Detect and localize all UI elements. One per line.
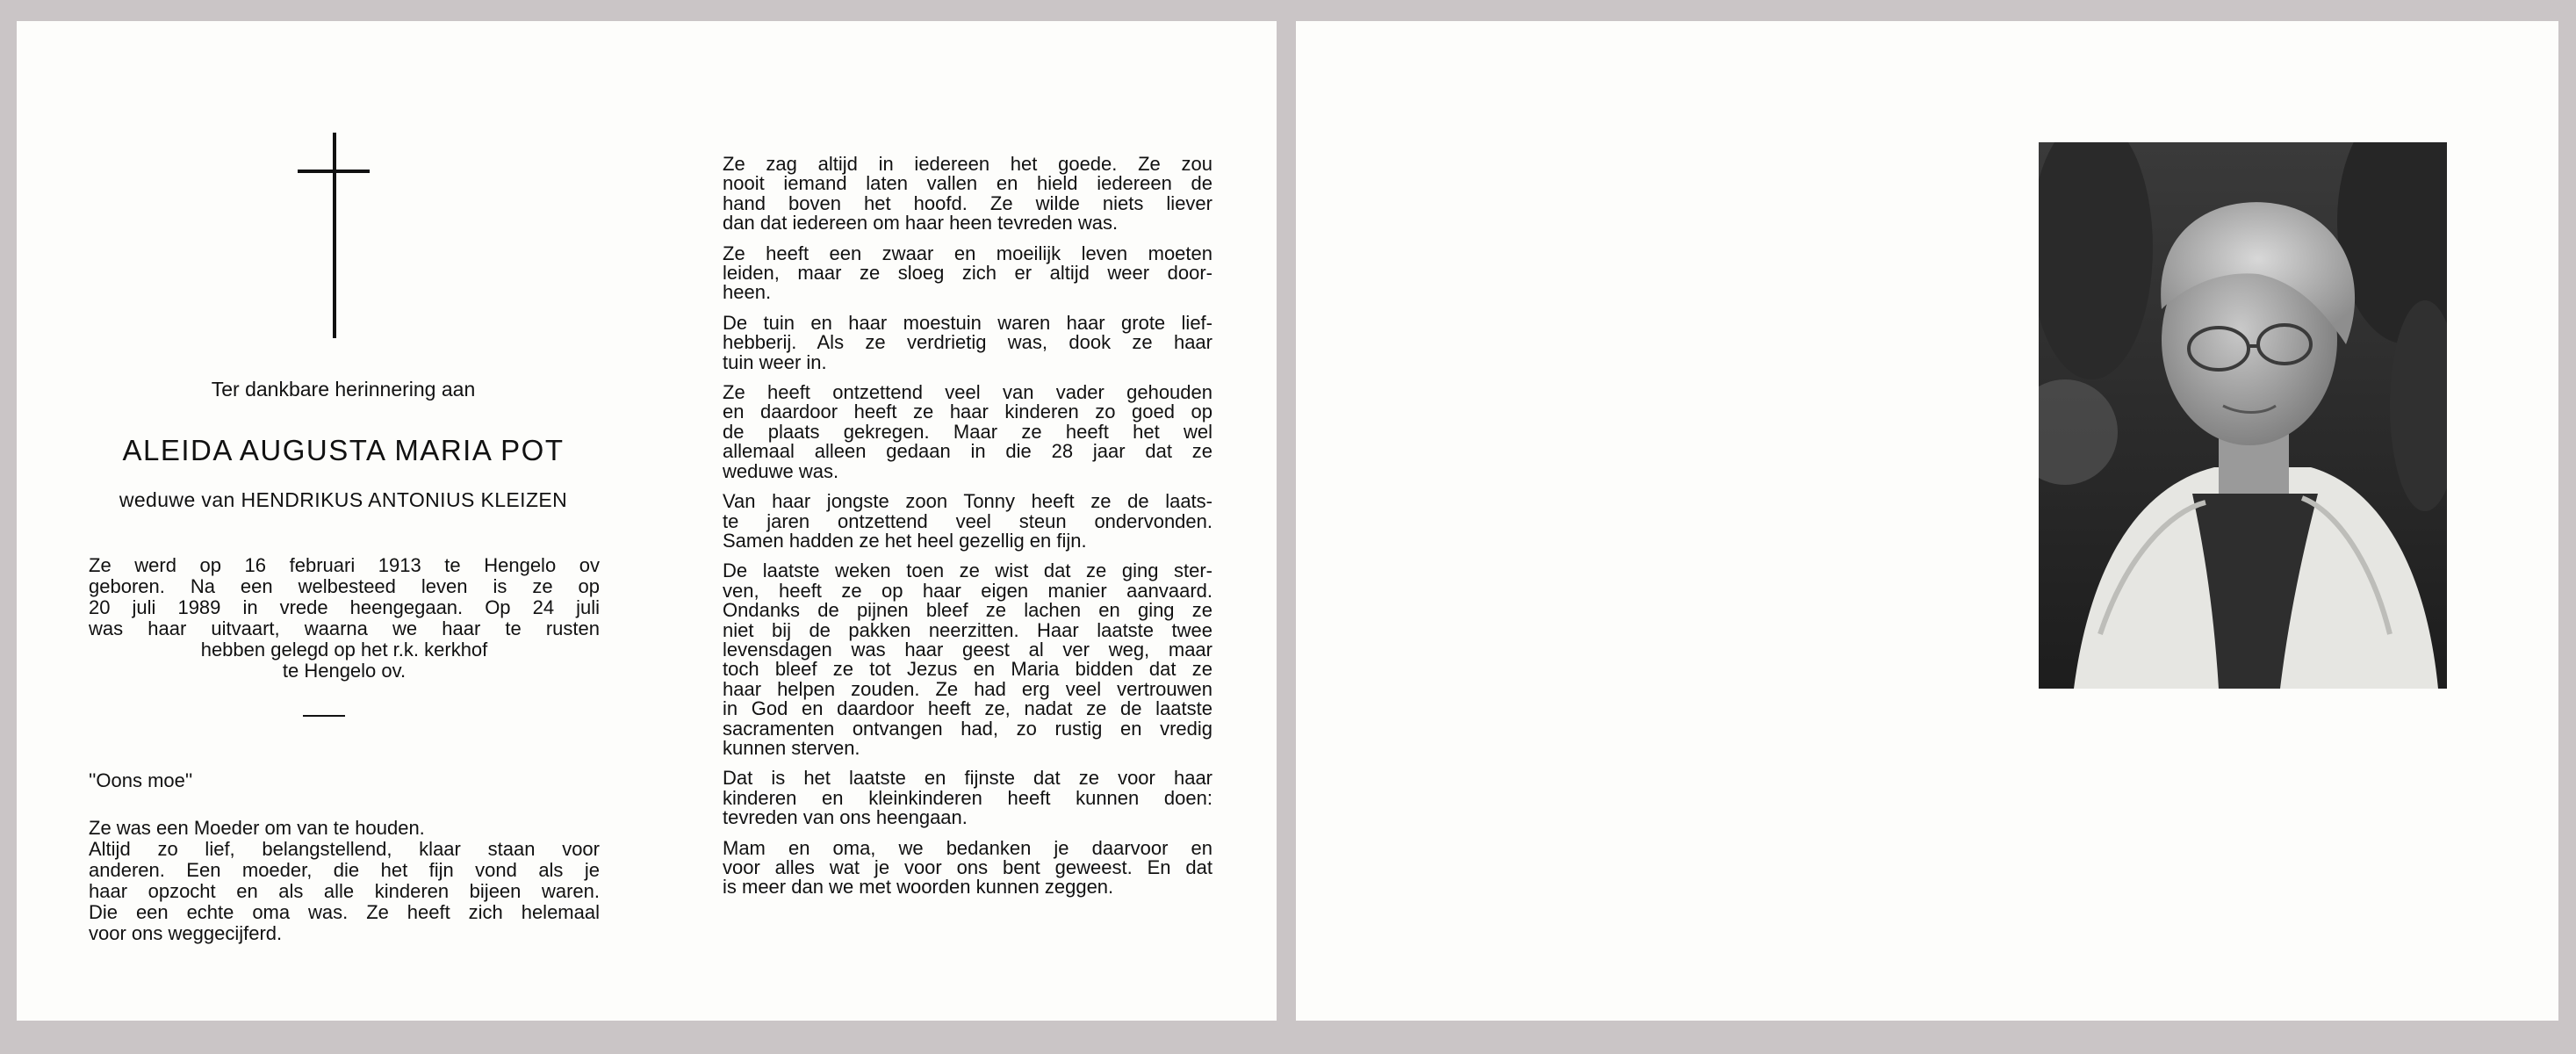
memorial-line: Ze heeft ontzettend veel van vader gehouden — [723, 381, 1212, 404]
poem-line: voor ons weggecijferd. — [89, 922, 283, 944]
bio-line: hebben gelegd op het r.k. kerkhof — [200, 639, 488, 661]
memorial-line: niet bij de pakken neerzitten. Haar laatste twee — [723, 618, 1212, 641]
memorial-line: voor alles wat je voor ons bent geweest. En dat — [723, 856, 1212, 878]
bio-line: te Hengelo ov. — [282, 660, 407, 682]
memorial-paragraph — [723, 244, 1212, 303]
deceased-name: ALEIDA AUGUSTA MARIA POT — [122, 434, 565, 466]
memorial-line: Dat is het laatste en fijnste dat ze voor haar — [723, 767, 1212, 790]
memorial-line: De tuin en haar moestuin waren haar grote lief- — [723, 311, 1212, 334]
poem-title: ''Oons moe'' — [89, 769, 193, 791]
memorial-paragraph — [723, 155, 1212, 234]
memorial-line: is meer dan we met woorden kunnen zeggen. — [723, 876, 1114, 899]
memorial-line: Ondanks de pijnen bleef ze lachen en ging ze — [723, 599, 1212, 622]
memorial-line: De laatste weken toen ze wist dat ze ging ster- — [723, 559, 1212, 582]
portrait-photo — [2039, 142, 2447, 689]
memorial-line: nooit iemand laten vallen en hield iedereen de — [723, 172, 1212, 195]
memorial-line: Van haar jongste zoon Tonny heeft ze de laats- — [723, 490, 1212, 513]
memorial-line: heen. — [723, 281, 772, 304]
memorial-paragraph — [723, 492, 1212, 551]
poem-line: haar opzocht en als alle kinderen bijeen waren. — [89, 880, 600, 902]
memorial-line: te jaren ontzettend veel steun ondervonden. — [723, 509, 1212, 532]
memorial-paragraph — [723, 383, 1212, 481]
memorial-line: Ze zag altijd in iedereen het goede. Ze zou — [723, 153, 1212, 175]
memorial-line: weduwe was. — [723, 459, 839, 482]
widow-line: weduwe van HENDRIKUS ANTONIUS KLEIZEN — [119, 488, 568, 511]
cross-icon — [333, 133, 336, 338]
poem-line: anderen. Een moeder, die het fijn vond als je — [89, 859, 600, 881]
bio-line: Ze werd op 16 februari 1913 te Hengelo ov — [89, 554, 600, 576]
memorial-line: tuin weer in. — [723, 350, 827, 373]
card-left-page — [17, 21, 1277, 1021]
bio-line: 20 juli 1989 in vrede heengegaan. Op 24 juli — [89, 596, 600, 618]
memorial-line: levensdagen was haar geest al ver weg, maar — [723, 638, 1212, 661]
memorial-line: Samen hadden ze het heel gezellig en fijn. — [723, 529, 1087, 552]
memorial-line: in God en daardoor heeft ze, nadat ze de laatste — [723, 697, 1212, 720]
bio-line: was haar uitvaart, waarna we haar te rusten — [89, 617, 600, 639]
bio-line: geboren. Na een welbesteed leven is ze op — [89, 575, 600, 597]
card-right-page — [1296, 21, 2558, 1021]
biography — [89, 555, 600, 682]
memorial-line: ven, heeft ze op haar eigen manier aanvaard. — [723, 579, 1212, 602]
memorial-line: leiden, maar ze sloeg zich er altijd weer door- — [723, 262, 1212, 285]
poem — [89, 818, 600, 944]
memorial-line: toch bleef ze tot Jezus en Maria bidden dat ze — [723, 658, 1212, 681]
memorial-paragraph — [723, 769, 1212, 827]
cross-icon-bar — [298, 170, 370, 173]
memorial-paragraph — [723, 561, 1212, 758]
memorial-line: hebberij. Als ze verdrietig was, dook ze haar — [723, 331, 1212, 354]
memorial-line: en daardoor heeft ze haar kinderen zo goed op — [723, 401, 1212, 423]
memorial-line: sacramenten ontvangen had, zo rustig en vredig — [723, 717, 1212, 740]
memorial-line: allemaal alleen gedaan in die 28 jaar dat ze — [723, 440, 1212, 463]
separator-line — [303, 715, 345, 717]
memorial-line: haar helpen zouden. Ze had erg veel vertrouwen — [723, 677, 1212, 700]
memorial-paragraph — [723, 836, 1212, 899]
memorial-line: tevreden van ons heengaan. — [723, 806, 968, 829]
poem-line: Altijd zo lief, belangstellend, klaar staan voor — [89, 838, 600, 860]
dedication-text: Ter dankbare herinnering aan — [211, 378, 476, 401]
memorial-line: Ze heeft een zwaar en moeilijk leven moeten — [723, 242, 1212, 264]
memorial-line: kinderen en kleinkinderen heeft kunnen doen: — [723, 786, 1212, 809]
poem-line: Ze was een Moeder om van te houden. — [89, 817, 425, 839]
memorial-text-column — [723, 155, 1212, 908]
memorial-line: hand boven het hoofd. Ze wilde niets liever — [723, 191, 1212, 214]
memorial-line: dan dat iedereen om haar heen tevreden was. — [723, 212, 1119, 235]
memorial-paragraph — [723, 311, 1212, 373]
memorial-line: kunnen sterven. — [723, 736, 860, 759]
poem-line: Die een echte oma was. Ze heeft zich helemaal — [89, 901, 600, 923]
memorial-line: de plaats gekregen. Maar ze heeft het wel — [723, 420, 1212, 443]
memorial-line: Mam en oma, we bedanken je daarvoor en — [723, 836, 1212, 859]
